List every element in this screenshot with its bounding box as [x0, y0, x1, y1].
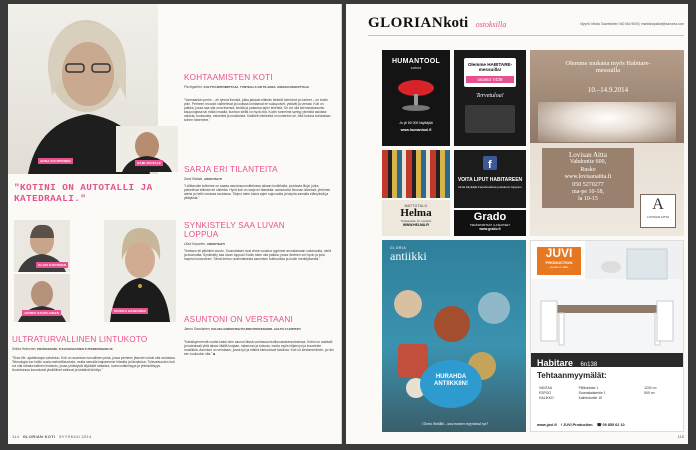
lovisa-logo-text: LOVISAN AITTA — [647, 215, 669, 219]
helma-brand: Helma — [400, 207, 432, 219]
table-row — [537, 395, 677, 400]
section-byline-kohtaamisten — [184, 85, 334, 89]
antiikki-badge — [420, 360, 482, 408]
issue-label: SYYSKUU 2014 — [58, 434, 92, 439]
ticket-line1: Olemme HABITARE-messuilla! — [467, 62, 513, 73]
section-body-lintukoto: "Slow life -ajattelutapa vahvistuu. Koti on asumisen turvallinen pesä, jossa perheen jäsenet voivat olla rauhassa. Teknologia tuo kotiin uusia mahdollisuuksia, mutta samalla kaipaamme hitautta ja läsnäoloa. Tulevaisuuden koti voi olla ultraturvallinen lintukoto, jossa yhdistyvät älykkäät ratkaisut, luonnonläheisyys ja yhteisöllisyys. Asumisessa korostuvat yksilölliset valinnat ja kestävä kehitys." — [12, 356, 176, 373]
byline-name: Pia Ingström, — [184, 85, 203, 89]
juvi-facebook-icon: f — [560, 423, 563, 427]
juvi-dining-room-photo — [531, 241, 683, 353]
left-footer — [12, 434, 92, 439]
section-byline-lintukoto — [12, 347, 176, 351]
table-cell: HALIKKO — [539, 395, 554, 400]
table-cell: VANTAA — [539, 385, 553, 390]
ticket-line3: Tervetuloa! — [476, 92, 504, 99]
byline-role: PALVELUARKKITEHTUURIN PROFESSORI, AALTO-YLIOPISTO — [211, 327, 301, 331]
grado-brand: Grado — [473, 211, 507, 223]
lovisa-url[interactable]: www.lovisanaitta.fi — [564, 174, 612, 181]
section-byline-sarja — [184, 177, 334, 181]
right-page — [346, 4, 688, 444]
saddle-chair-icon — [391, 74, 441, 114]
juvi-brand: JUVI — [545, 246, 573, 260]
section-body-synkistely: "Ihmisen eli pitkinkin muuto. Suomalaiset ovat viime vuosina oppineet arvostamaan valoisuutta, väriä ja avaruutta. Synkistely saa luvan loppua! Kodin tulee olla paikka, jossa ihminen voi hyvin ja joka inspiroi luovuuteen. Tämä kertoo uudenlaisesta asumisen kulttuurista ja kodin merkityksestä." — [184, 249, 332, 262]
ad-habitare-tickets[interactable] — [454, 150, 526, 208]
table-cell: 1200 m² — [644, 385, 657, 390]
juvi-habitare: Habitare — [537, 358, 574, 368]
table-cell: Piilikonkäsi 1 — [578, 385, 599, 390]
table-cell: Kalmintuntie 15 — [578, 395, 602, 400]
ad-grado[interactable] — [454, 210, 526, 236]
magazine-name: GLORIAN KOTI — [22, 434, 56, 439]
ad-lovisan-aitta[interactable] — [530, 50, 684, 236]
sirkka-portrait-photo — [104, 220, 176, 322]
lovisa-dates: 10.–14.9.2014 — [587, 86, 629, 94]
table-cell: 500 m² — [644, 390, 655, 395]
lovisa-address1: Vahdontie 600, — [569, 159, 607, 166]
page-number: 114 — [12, 434, 20, 439]
ad-textile-photo — [382, 150, 450, 198]
name-tag-sami: SAMI RAITALE — [137, 161, 162, 165]
svg-text:f: f — [488, 159, 492, 170]
right-page-number: 115 — [677, 434, 684, 439]
header-logo-gloria: GLORIAN — [368, 15, 444, 31]
juvi-footer — [537, 422, 677, 427]
table-cell — [642, 395, 677, 400]
helma-address: Tehtaankatu 1b, Helsinki — [400, 219, 432, 223]
table-cell: ESPOO — [539, 390, 552, 395]
lovisa-table-photo — [538, 102, 676, 142]
juvi-habitare-strip — [531, 353, 683, 367]
left-page — [8, 4, 342, 444]
lovisa-monogram-icon: A — [652, 196, 664, 213]
humantool-line1: Jo yli 60 000 käyttäjää — [399, 121, 433, 125]
lovisa-phone: 050 5270277 — [572, 181, 604, 188]
ticket-line2: osasto 7438 — [466, 76, 514, 83]
juvi-phone: 09 855 62 10 — [602, 423, 625, 427]
ad-juvi[interactable] — [530, 240, 684, 432]
byline-role: KULTTUURITOIMITTAJA, TUNTEILLA ON TILANSA -KIRJAN KIRJOITTAJA — [203, 85, 309, 89]
lovisa-info — [542, 148, 634, 208]
grado-url[interactable]: www.grado.fi — [479, 227, 501, 231]
badge-line1: HURAHDA — [435, 374, 467, 380]
section-title-kohtaamisten: KOHTAAMISTEN KOTI — [184, 73, 273, 82]
badge-line2: ANTIIKKIIN! — [434, 381, 468, 387]
lovisa-hours2: la 10-15 — [578, 196, 598, 203]
byline-name: Sami Raitala, — [184, 177, 203, 181]
ticket-photo — [465, 105, 515, 133]
header-logo-koti: koti — [443, 15, 469, 31]
section-title-synkistely: SYNKISTELY SAA LUVAN LOPPUA — [184, 221, 285, 239]
antiikki-brand: antiikki — [390, 249, 427, 263]
pull-quote: "KOTINI ON AUTOTALLI JA KATEDRAALI." — [14, 182, 153, 204]
name-tag-jarmo: JARMO SAVOLAINEN — [24, 311, 60, 315]
ad-humantool[interactable] — [382, 50, 450, 146]
byline-name: Olavi Koponen, — [184, 242, 206, 246]
helma-label: MATTOTALO — [404, 204, 428, 208]
section-body-verstaani: "Kaksikymmentä vuotta kaksi olen asunut tässä vanhassa teollisuusrakennuksessa. Kotini on autotalli ja katedraali yhtä aikaa: täällä korjaan, rakennan ja kokoan, mutta myös hiljennyn ja kuuntelen musiikkia. Asuntoni on verstaani, jossa työ ja elämä kietoutuvat toisiinsa. Koti on keskeneräinen, ja niin sen kuuluukin olla." ■ — [184, 340, 334, 357]
byline-name: Jarmo Savolainen, — [184, 327, 211, 331]
lovisa-line1: Olemme mukana myös Habitare-messuilla — [565, 60, 651, 75]
antiikki-caption: Gloria Antiikki – uusi numero myynnissä nyt! — [422, 422, 488, 426]
byline-role: PROFESSORI, TULEVAISUUDEN TUTKIMUSKESKUS — [37, 347, 113, 351]
byline-name: Sirkka Heinonen, — [12, 347, 37, 351]
ad-gloria-antiikki[interactable] — [382, 240, 526, 432]
juvi-sub: PRODUCTION — [545, 260, 573, 265]
juvi-phone-icon: ☎ — [596, 423, 602, 427]
section-byline-synkistely — [184, 242, 334, 246]
lovisa-hours1: ma-pe 10-18, — [572, 189, 604, 196]
name-tag-sirkka: SIRKKA HEINONEN — [114, 309, 146, 313]
antiikki-label: GLORIA — [390, 246, 407, 250]
grado-tagline: TERÄSPORTAAT | LASIAITEET — [469, 223, 511, 227]
byline-role: ARKKITEHTI — [203, 177, 223, 181]
ad-habitare-ticket[interactable] — [454, 50, 526, 146]
header-contact: Myynti: Marko Saarelainen 040 664 9605 | markkinapaikat@sanoma.com — [580, 22, 684, 26]
humantool-product: satula — [410, 65, 422, 70]
juvi-url[interactable]: www.juvi.fi — [537, 423, 557, 427]
byline-role: ARKKITEHTI — [206, 242, 225, 246]
humantool-url: www.humantool.fi — [400, 128, 432, 132]
right-header — [368, 14, 684, 36]
habitare-lower-line1: VOITA LIPUT HABITAREEN — [457, 177, 523, 183]
juvi-cta: Tehtaanmyymälät: — [537, 371, 607, 380]
lovisa-address2: Rusko — [580, 166, 596, 173]
ticket-card — [464, 58, 516, 87]
table-cell: Suomalaistentie 1 — [578, 390, 606, 395]
section-title-verstaani: ASUNTONI ON VERSTAANI — [184, 315, 293, 324]
lovisa-name: Lovisan Aitta — [569, 151, 607, 159]
lovisa-logo-box — [640, 194, 676, 228]
header-subtitle: ostoksilla — [475, 20, 507, 29]
section-byline-verstaani — [184, 327, 334, 331]
section-body-kohtaamisten: "Varmaankin perhe – eli ryhmä ihmisiä, jotka jakavat elämän tärkeät toiminnot ja tunteet – on kodin ydin. Perheen muodot vaihtelevat ja kodissa kohtaavat eri sukupolvet, ystävät ja vieraat. Koti on paikka, jossa saa olla oma itsensä, levätä ja palautua arjen kiireistä. Se voi olla kerrostaloasunto kaupungissa tai mökki maalla, kunhan siellä on hyvä olla. Kodin tunnelma syntyy pienistä asioista: valosta, tuoksuista, esineistä ja muistoista. Kaikkein tärkeintä on kuitenkin se, että kotona kohdataan toinen toisemme." — [184, 98, 331, 123]
section-title-sarja: SARJA ERI TILANTEITA — [184, 165, 278, 174]
section-body-sarja: "Lähitavoite kotimme on saada asuntosuunnittelussa aikaan kodikkaita, joustavia tiloja, jotka palvelevat elämän eri vaiheita. Hyvä koti on sarja eri tilanteita: aamukahvi ikkunan ääressä, yhteinen ateria ja hetki omassa rauhassa. Tilojen tulee tukea arjen sujuvuutta ja tarjota samalla elämyksiä ja yllätyksiä." — [184, 184, 331, 201]
juvi-stand: 6n138 — [580, 362, 598, 368]
juvi-tag: – viestä on väliä – — [547, 265, 571, 269]
facebook-icon — [483, 156, 497, 170]
name-tag-olavi: OLAVI KOPONEN — [38, 263, 67, 267]
juvi-social[interactable]: JUVI.Production — [563, 423, 593, 427]
humantool-brand: HUMANTOOL — [391, 58, 441, 65]
juvi-stores-table — [537, 385, 677, 400]
ad-helma[interactable] — [382, 200, 450, 236]
habitare-lower-line2: Hinta käyttäjät Facebookissa joulukuun loppuun — [458, 185, 522, 189]
helma-url[interactable]: WWW.HELMA.FI — [402, 223, 430, 227]
name-tag-anna: ANNA KAUPPINEN — [40, 159, 71, 163]
section-title-lintukoto: ULTRATURVALLINEN LINTUKOTO — [12, 335, 148, 344]
